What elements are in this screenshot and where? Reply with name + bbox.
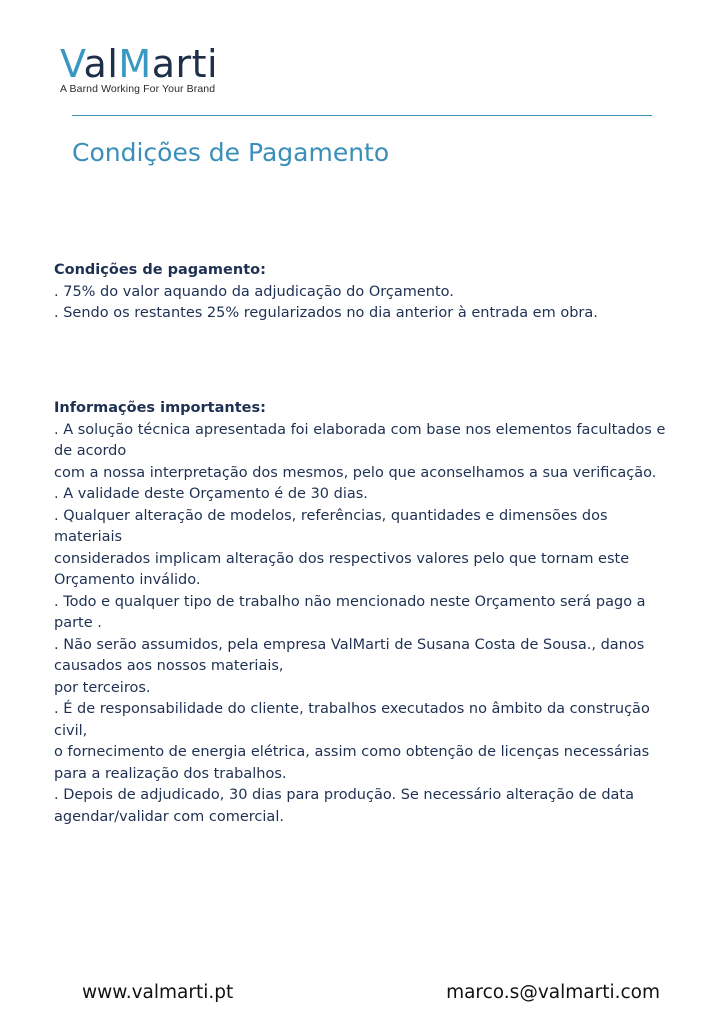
payment-line: . 75% do valor aquando da adjudicação do Orçamento. (54, 283, 454, 300)
info-line: o fornecimento de energia elétrica, assim como obtenção de licenças necessárias (54, 744, 650, 760)
footer-email[interactable]: marco.s@valmarti.com (446, 982, 660, 1003)
info-line: Orçamento inválido. (54, 572, 201, 588)
logo-letter-v: V (60, 42, 84, 86)
info-line: . A validade deste Orçamento é de 30 dias. (54, 486, 368, 502)
info-line: agendar/validar com comercial. (54, 808, 284, 825)
logo-tagline: A Barnd Working For Your Brand (60, 83, 216, 95)
header-divider (72, 115, 652, 116)
info-line: de acordo (54, 443, 127, 459)
info-line: civil, (54, 722, 88, 739)
important-info-heading: Informações importantes: (54, 400, 266, 416)
payment-line: . Sendo os restantes 25% regularizados no dia anterior à entrada em obra. (54, 305, 598, 321)
info-line: . Depois de adjudicado, 30 dias para produção. Se necessário alteração de data (54, 787, 634, 803)
logo-letter-m: M (118, 42, 152, 86)
info-line: . A solução técnica apresentada foi elaborada com base nos elementos facultados e (54, 421, 666, 438)
logo-part-arti: arti (151, 42, 219, 86)
page-title: Condições de Pagamento (72, 138, 390, 167)
info-line: materiais (54, 529, 123, 545)
payment-conditions-heading: Condições de pagamento: (54, 262, 266, 278)
info-line: por terceiros. (54, 679, 151, 696)
info-line: para a realização dos trabalhos. (54, 765, 287, 782)
logo-wordmark (60, 44, 218, 84)
company-logo (60, 44, 218, 95)
info-line: com a nossa interpretação dos mesmos, pelo que aconselhamos a sua verificação. (54, 464, 657, 481)
info-line: . Não serão assumidos, pela empresa ValMarti de Susana Costa de Sousa., danos (54, 636, 645, 653)
info-line: parte . (54, 615, 102, 631)
important-info-section (54, 398, 674, 828)
info-line: causados aos nossos materiais, (54, 658, 284, 674)
info-line: . Todo e qualquer tipo de trabalho não mencionado neste Orçamento será pago a (54, 593, 646, 610)
logo-part-al: al (83, 42, 119, 86)
payment-conditions-section (54, 260, 674, 325)
info-line: . Qualquer alteração de modelos, referências, quantidades e dimensões dos (54, 507, 608, 524)
footer-website[interactable]: www.valmarti.pt (82, 982, 234, 1003)
info-line: . É de responsabilidade do cliente, trabalhos executados no âmbito da construção (54, 701, 650, 717)
info-line: considerados implicam alteração dos respectivos valores pelo que tornam este (54, 550, 630, 567)
